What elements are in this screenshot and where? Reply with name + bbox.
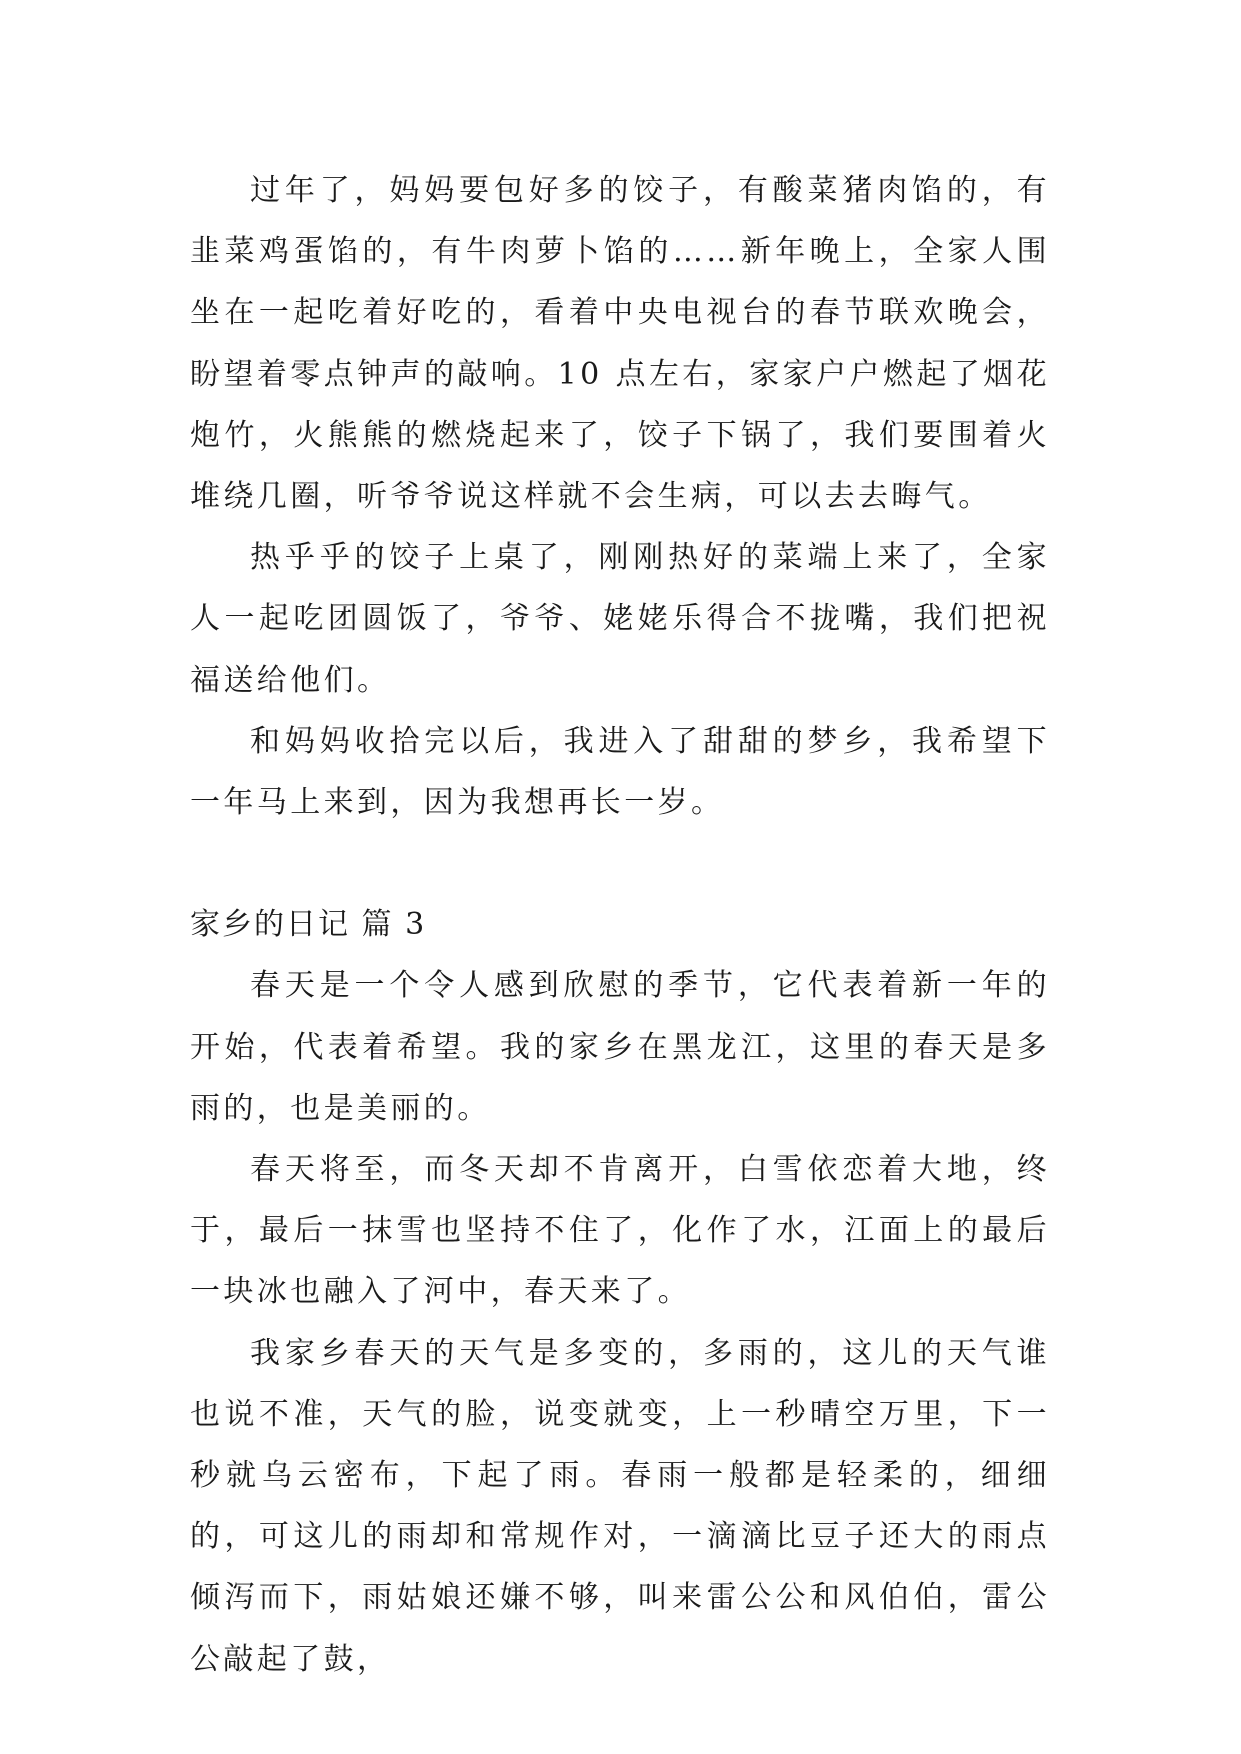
section-heading: 家乡的日记 篇 3 [190, 907, 427, 943]
paragraph-spring-intro: 春天是一个令人感到欣慰的季节，它代表着新一年的开始，代表着希望。我的家乡在黑龙江，这里的春天是多雨的，也是美丽的。 [190, 968, 1050, 1126]
document-body [190, 160, 1050, 1690]
paragraph-reunion-dinner: 热乎乎的饺子上桌了，刚刚热好的菜端上来了，全家人一起吃团圆饭了，爷爷、姥姥乐得合不拢嘴，我们把祝福送给他们。 [190, 540, 1050, 698]
section-gap [190, 833, 1050, 894]
paragraph-spring-arrives: 春天将至，而冬天却不肯离开，白雪依恋着大地，终于，最后一抹雪也坚持不住了，化作了水，江面上的最后一块冰也融入了河中，春天来了。 [190, 1152, 1050, 1310]
paragraph-spring-weather: 我家乡春天的天气是多变的，多雨的，这儿的天气谁也说不准，天气的脸，说变就变，上一秒晴空万里，下一秒就乌云密布，下起了雨。春雨一般都是轻柔的，细细的，可这儿的雨却和常规作对，一滴滴比豆子还大的雨点倾泻而下，雨姑娘还嫌不够，叫来雷公公和风伯伯，雷公公敲起了鼓， [190, 1335, 1050, 1677]
paragraph-new-year-dumplings: 过年了，妈妈要包好多的饺子，有酸菜猪肉馅的，有韭菜鸡蛋馅的，有牛肉萝卜馅的……新年晚上，全家人围坐在一起吃着好吃的，看着中央电视台的春节联欢晚会，盼望着零点钟声的敲响。10 点左右，家家户户燃起了烟花炮竹，火熊熊的燃烧起来了，饺子下锅了，我们要围着火堆绕几圈，听爷爷说这样就不会生病，可以去去晦气。 [190, 173, 1050, 515]
paragraph-sweet-dreams: 和妈妈收拾完以后，我进入了甜甜的梦乡，我希望下一年马上来到，因为我想再长一岁。 [190, 723, 1050, 821]
